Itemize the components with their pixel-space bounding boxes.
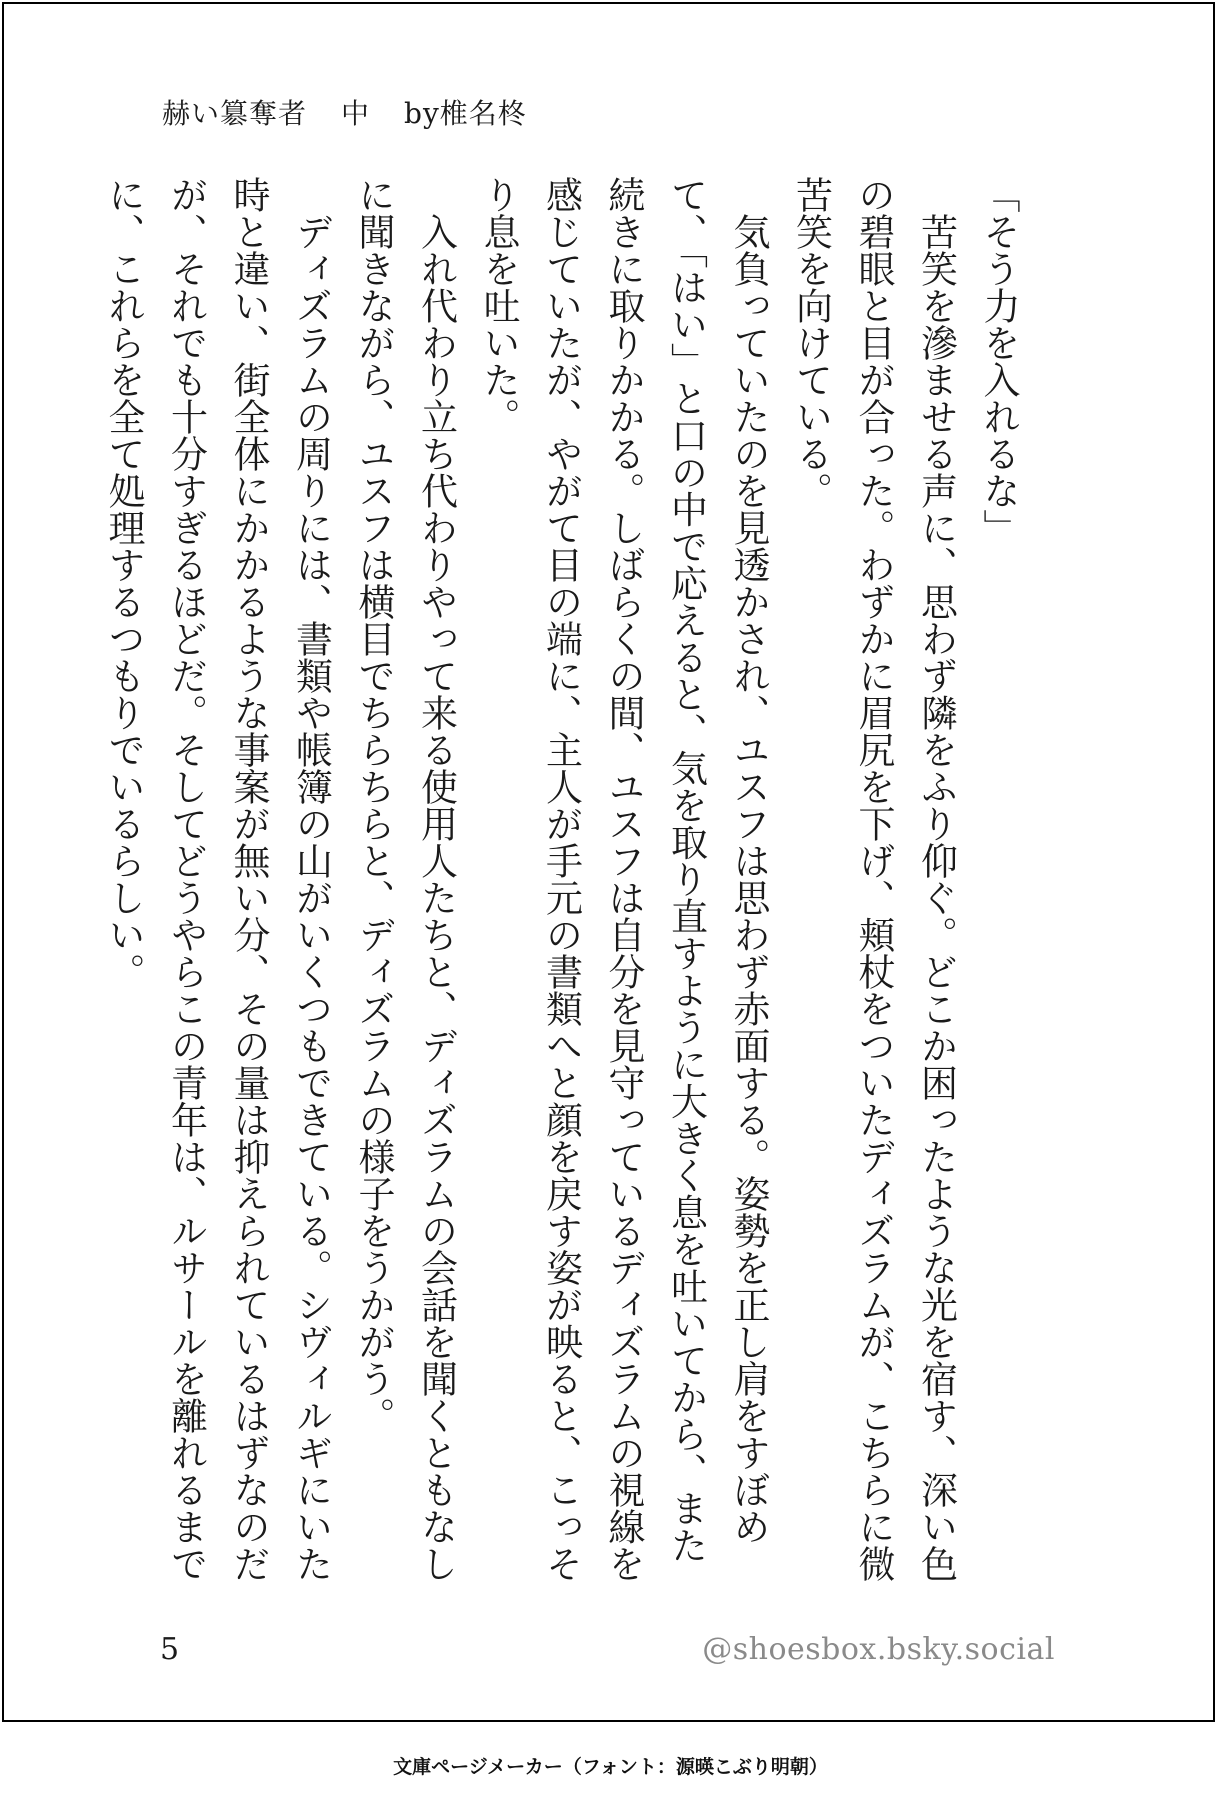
author-name: by椎名柊: [404, 97, 527, 130]
paragraph-4: 入れ代わり立ち代わりやって来る使用人たちと、ディズラムの会話を聞くともなしに聞きながら、ユスフは横目でちらちらと、ディズラムの様子をうかがう。: [352, 176, 458, 1582]
running-header: [162, 92, 527, 132]
vertical-body-text: [102, 176, 1029, 1586]
page-number: 5: [160, 1632, 180, 1667]
paragraph-1: 「そう力を入れるな」: [977, 176, 1020, 546]
paragraph-2: 苦笑を滲ませる声に、思わず隣をふり仰ぐ。どこか困ったような光を宿す、深い色の碧眼と目が合った。わずかに眉尻を下げ、頬杖をついたディズラムが、こちらに微苦笑を向けている。: [789, 176, 958, 1582]
paragraph-5: ディズラムの周りには、書類や帳簿の山がいくつもできている。シヴィルギにいた時と違い、街全体にかかるような事案が無い分、その量は抑えられているはずなのだが、それでも十分すぎるほどだ。そしてどうやらこの青年は、ルサールを離れるまでに、これらを全て処理するつもりでいるらしい。: [102, 176, 333, 1582]
social-handle: @shoesbox.bsky.social: [702, 1632, 1055, 1667]
generator-credit: 文庫ページメーカー（フォント：源暎こぶり明朝）: [393, 1756, 828, 1778]
page-frame: [2, 2, 1215, 1722]
volume-label: 中: [341, 97, 371, 130]
book-title: 赫い簒奪者: [162, 97, 308, 130]
paragraph-3: 気負っていたのを見透かされ、ユスフは思わず赤面する。姿勢を正し肩をすぼめて、「はい」と口の中で応えると、気を取り直すように大きく息を吐いてから、また続きに取りかかる。しばらくの間、ユスフは自分を見守っているディズラムの視線を感じていたが、やがて目の端に、主人が手元の書類へと顔を戻す姿が映ると、こっそり息を吐いた。: [477, 176, 770, 1582]
